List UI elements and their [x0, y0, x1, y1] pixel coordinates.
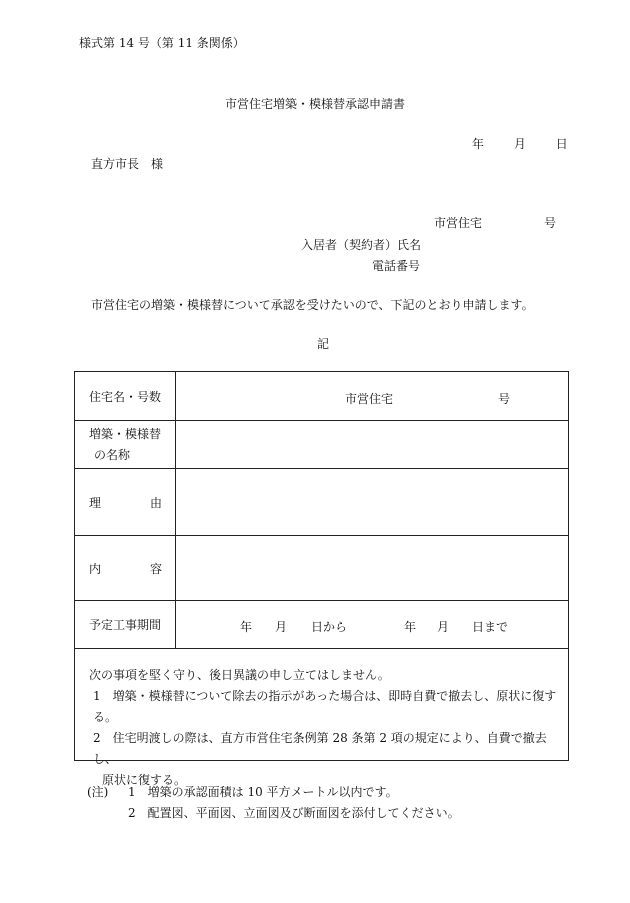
date-month: 月 [513, 137, 526, 151]
work-name-label [75, 421, 176, 468]
house-value-prefix: 市営住宅 [345, 392, 394, 406]
applicant-unit [434, 214, 556, 231]
reason-field[interactable] [176, 469, 568, 535]
note-mark: (注) [87, 785, 109, 799]
house-value-suffix: 号 [498, 392, 511, 406]
note-1: 1 増築の承認面積は 10 平方メートル以内です。 [128, 785, 398, 799]
applicant-tel-label: 電話番号 [372, 259, 421, 273]
period-start-year: 年 [240, 620, 253, 634]
pledge-item-2-line2: 原状に復する。 [102, 773, 187, 787]
intro-text: 市営住宅の増築・模様替について承認を受けたいので、下記のとおり申請します。 [91, 298, 534, 312]
house-label: 住宅名・号数 [75, 372, 176, 420]
date-year: 年 [472, 137, 485, 151]
date-line [472, 135, 568, 152]
applicant-unit-suffix: 号 [544, 216, 557, 230]
content-label [75, 536, 176, 600]
applicant-name-label: 入居者（契約者）氏名 [301, 238, 422, 252]
row-work-name [75, 421, 568, 469]
row-reason [75, 469, 568, 536]
page-title: 市営住宅増築・模様替承認申請書 [224, 97, 405, 111]
period-end-year: 年 [404, 620, 417, 634]
note-2: 2 配置図、平面図、立面図及び断面図を添付してください。 [128, 806, 460, 820]
application-table [74, 371, 569, 787]
content-label-char1: 内 [89, 561, 102, 576]
reason-label [75, 469, 176, 535]
applicant-unit-label: 市営住宅 [434, 216, 483, 230]
row-house [75, 372, 568, 421]
pledge-item-1: 1 増築・模様替について除去の指示があった場合は、即時自費で撤去し、原状に復する。 [93, 689, 557, 724]
pledge-intro: 次の事項を堅く守り、後日異議の申し立てはしません。 [89, 668, 390, 682]
period-end-day: 日まで [472, 620, 509, 634]
reason-label-char2: 由 [149, 495, 162, 510]
period-start-day: 日から [311, 620, 348, 634]
form-number: 様式第 14 号（第 11 条関係） [79, 36, 245, 50]
period-start-month: 月 [275, 620, 288, 634]
row-content [75, 536, 568, 601]
row-period [75, 601, 568, 649]
row-pledge [75, 649, 568, 787]
work-name-field[interactable] [176, 421, 568, 468]
house-value-field[interactable] [176, 372, 568, 420]
date-day: 日 [555, 137, 568, 151]
period-end-month: 月 [437, 620, 450, 634]
pledge-item-2-line1: 2 住宅明渡しの際は、直方市営住宅条例第 28 条第 2 項の規定により、自費で撤去し、 [93, 731, 547, 766]
pledge-text [75, 649, 568, 787]
period-label: 予定工事期間 [75, 601, 176, 648]
work-name-label-line1: 増築・模様替 [89, 426, 162, 441]
reason-label-char1: 理 [89, 495, 102, 510]
addressee: 直方市長 様 [91, 157, 164, 171]
work-name-label-line2: の名称 [94, 447, 131, 462]
content-field[interactable] [176, 536, 568, 600]
period-field[interactable] [176, 601, 568, 648]
ki-heading: 記 [316, 337, 329, 351]
content-label-char2: 容 [149, 561, 162, 576]
